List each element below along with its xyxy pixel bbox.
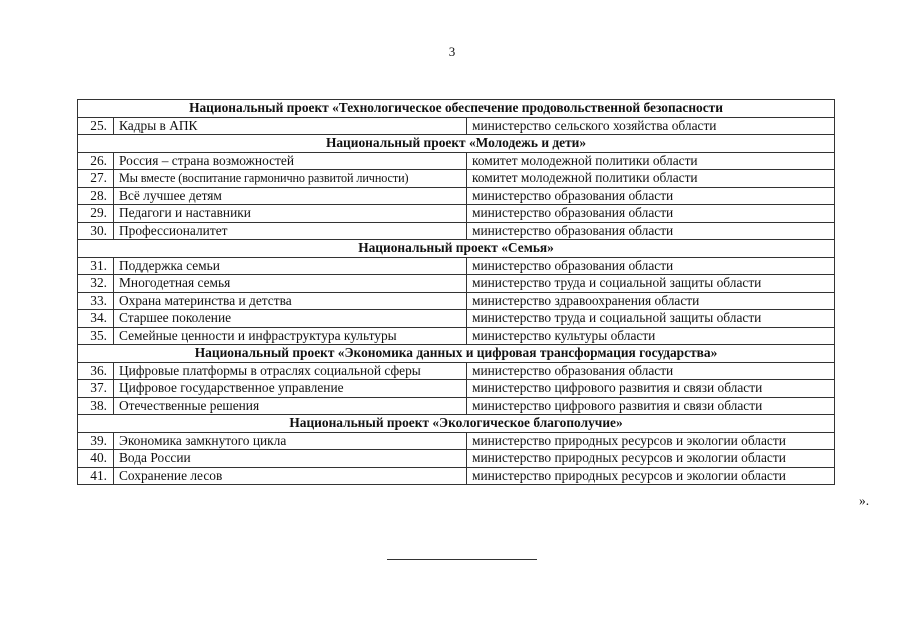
closing-quote-mark: ». (859, 493, 870, 508)
project-name: Вода России (114, 450, 467, 468)
section-title: Национальный проект «Семья» (78, 240, 835, 258)
row-number: 37. (78, 380, 114, 398)
table-row (78, 432, 835, 450)
table-row (78, 257, 835, 275)
table-row (78, 205, 835, 223)
row-number: 30. (78, 222, 114, 240)
table-row (78, 187, 835, 205)
responsible-body: министерство труда и социальной защиты области (467, 275, 835, 293)
section-title: Национальный проект «Молодежь и дети» (78, 135, 835, 153)
responsible-body: министерство культуры области (467, 327, 835, 345)
section-header-row (78, 345, 835, 363)
row-number: 32. (78, 275, 114, 293)
project-name: Сохранение лесов (114, 467, 467, 485)
table-row (78, 327, 835, 345)
project-name: Профессионалитет (114, 222, 467, 240)
responsible-body: министерство цифрового развития и связи области (467, 397, 835, 415)
row-number: 26. (78, 152, 114, 170)
section-header-row (78, 415, 835, 433)
project-name: Мы вместе (воспитание гармонично развитой личности) (114, 170, 467, 188)
footer-divider (387, 559, 537, 560)
table-row (78, 467, 835, 485)
responsible-body: министерство здравоохранения области (467, 292, 835, 310)
responsible-body: министерство цифрового развития и связи области (467, 380, 835, 398)
responsible-body: министерство образования области (467, 187, 835, 205)
responsible-body: министерство образования области (467, 362, 835, 380)
table-row (78, 292, 835, 310)
section-header-row (78, 135, 835, 153)
row-number: 28. (78, 187, 114, 205)
responsible-body: министерство природных ресурсов и экологии области (467, 450, 835, 468)
row-number: 34. (78, 310, 114, 328)
section-header-row (78, 100, 835, 118)
section-title: Национальный проект «Технологическое обеспечение продовольственной безопасности (78, 100, 835, 118)
table-row (78, 170, 835, 188)
project-name: Экономика замкнутого цикла (114, 432, 467, 450)
project-name: Кадры в АПК (114, 117, 467, 135)
project-name: Цифровые платформы в отраслях социальной сферы (114, 362, 467, 380)
project-name: Педагоги и наставники (114, 205, 467, 223)
project-name: Цифровое государственное управление (114, 380, 467, 398)
responsible-body: министерство труда и социальной защиты области (467, 310, 835, 328)
project-name: Россия – страна возможностей (114, 152, 467, 170)
project-name: Всё лучшее детям (114, 187, 467, 205)
table-row (78, 397, 835, 415)
project-name: Охрана материнства и детства (114, 292, 467, 310)
responsible-body: министерство образования области (467, 257, 835, 275)
project-name: Отечественные решения (114, 397, 467, 415)
section-title: Национальный проект «Экономика данных и цифровая трансформация государства» (78, 345, 835, 363)
responsible-body: комитет молодежной политики области (467, 152, 835, 170)
table-row (78, 310, 835, 328)
table-row (78, 275, 835, 293)
row-number: 25. (78, 117, 114, 135)
responsible-body: министерство образования области (467, 222, 835, 240)
projects-table (77, 99, 835, 485)
responsible-body: министерство природных ресурсов и экологии области (467, 467, 835, 485)
table-row (78, 222, 835, 240)
row-number: 38. (78, 397, 114, 415)
project-name: Старшее поколение (114, 310, 467, 328)
table-row (78, 152, 835, 170)
responsible-body: министерство сельского хозяйства области (467, 117, 835, 135)
row-number: 41. (78, 467, 114, 485)
table-row (78, 362, 835, 380)
project-name: Поддержка семьи (114, 257, 467, 275)
responsible-body: министерство образования области (467, 205, 835, 223)
section-title: Национальный проект «Экологическое благополучие» (78, 415, 835, 433)
page-number: 3 (448, 44, 456, 59)
row-number: 36. (78, 362, 114, 380)
row-number: 35. (78, 327, 114, 345)
row-number: 33. (78, 292, 114, 310)
responsible-body: министерство природных ресурсов и экологии области (467, 432, 835, 450)
table-row (78, 117, 835, 135)
section-header-row (78, 240, 835, 258)
responsible-body: комитет молодежной политики области (467, 170, 835, 188)
row-number: 29. (78, 205, 114, 223)
row-number: 40. (78, 450, 114, 468)
project-name: Семейные ценности и инфраструктура культуры (114, 327, 467, 345)
row-number: 31. (78, 257, 114, 275)
projects-table-body (78, 100, 835, 485)
table-row (78, 380, 835, 398)
row-number: 39. (78, 432, 114, 450)
table-row (78, 450, 835, 468)
project-name: Многодетная семья (114, 275, 467, 293)
row-number: 27. (78, 170, 114, 188)
